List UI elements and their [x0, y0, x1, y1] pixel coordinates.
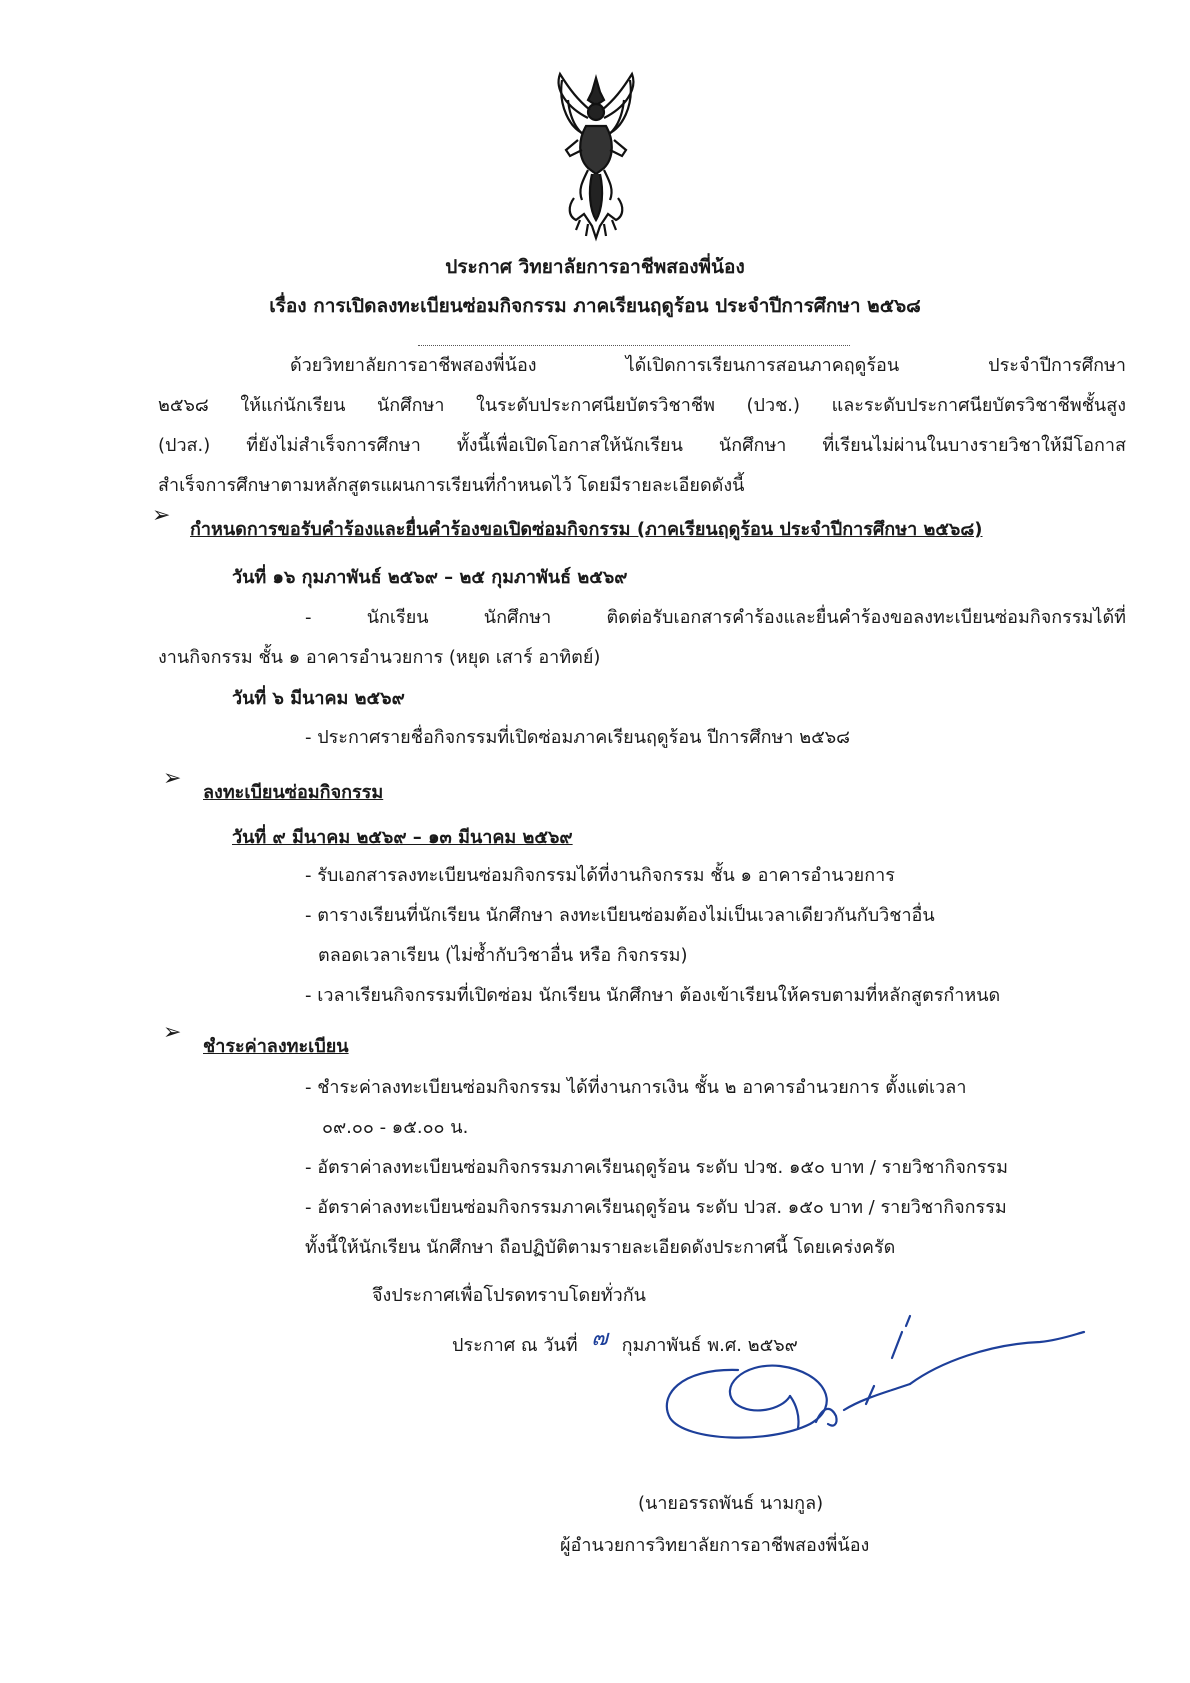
- announcement-date-prefix: ประกาศ ณ วันที่: [452, 1335, 578, 1356]
- section3-item3: - อัตราค่าลงทะเบียนซ่อมกิจกรรมภาคเรียนฤดูร้อน ระดับ ปวส. ๑๕๐ บาท / รายวิชากิจกรรม: [305, 1197, 1007, 1218]
- section3-heading: ชำระค่าลงทะเบียน: [203, 1036, 349, 1057]
- section2-item2-line2: ตลอดเวลาเรียน (ไม่ซ้ำกับวิชาอื่น หรือ กิจกรรม): [318, 945, 688, 966]
- section2-item1: - รับเอกสารลงทะเบียนซ่อมกิจกรรมได้ที่งานกิจกรรม ชั้น ๑ อาคารอำนวยการ: [305, 865, 895, 886]
- intro-line-2: ๒๕๖๘ ให้แก่นักเรียน นักศึกษา ในระดับประกาศนียบัตรวิชาชีพ (ปวช.) และระดับประกาศนียบัตรวิชาชีพชั้นสูง: [158, 395, 1126, 416]
- signatory-name: (นายอรรถพันธ์ นามกูล): [638, 1493, 824, 1514]
- section2-heading: ลงทะเบียนซ่อมกิจกรรม: [203, 782, 384, 803]
- section2-item2-line1: - ตารางเรียนที่นักเรียน นักศึกษา ลงทะเบียนซ่อมต้องไม่เป็นเวลาเดียวกันกับวิชาอื่น: [305, 905, 935, 926]
- announcement-title: ประกาศ วิทยาลัยการอาชีพสองพี่น้อง: [445, 256, 745, 278]
- closing-notice: จึงประกาศเพื่อโปรดทราบโดยทั่วกัน: [372, 1285, 646, 1306]
- section3-arrow-icon: ➢: [163, 1020, 182, 1045]
- section1-heading: กำหนดการขอรับคำร้องและยื่นคำร้องขอเปิดซ่อมกิจกรรม (ภาคเรียนฤดูร้อน ประจำปีการศึกษา ๒๕๖๘): [190, 519, 983, 540]
- section3-item2: - อัตราค่าลงทะเบียนซ่อมกิจกรรมภาคเรียนฤดูร้อน ระดับ ปวช. ๑๕๐ บาท / รายวิชากิจกรรม: [305, 1157, 1008, 1178]
- section2-date: วันที่ ๙ มีนาคม ๒๕๖๙ – ๑๓ มีนาคม ๒๕๖๙: [232, 827, 573, 848]
- section3-item1-line2: ๐๙.๐๐ - ๑๕.๐๐ น.: [322, 1117, 469, 1138]
- intro-line-1: ด้วยวิทยาลัยการอาชีพสองพี่น้อง ได้เปิดการเรียนการสอนภาคฤดูร้อน ประจำปีการศึกษา: [290, 355, 1126, 376]
- closing-instruction: ทั้งนี้ให้นักเรียน นักศึกษา ถือปฏิบัติตามรายละเอียดดังประกาศนี้ โดยเคร่งครัด: [305, 1237, 896, 1258]
- section2-arrow-icon: ➢: [163, 766, 182, 791]
- announcement-subject: เรื่อง การเปิดลงทะเบียนซ่อมกิจกรรม ภาคเรียนฤดูร้อน ประจำปีการศึกษา ๒๕๖๘: [269, 295, 921, 317]
- section1-date1-item-line1: - นักเรียน นักศึกษา ติดต่อรับเอกสารคำร้องและยื่นคำร้องขอลงทะเบียนซ่อมกิจกรรมได้ที่: [305, 607, 1126, 628]
- handwritten-signature: [640, 1292, 1110, 1462]
- section3-item1-line1: - ชำระค่าลงทะเบียนซ่อมกิจกรรม ได้ที่งานการเงิน ชั้น ๒ อาคารอำนวยการ ตั้งแต่เวลา: [305, 1077, 967, 1098]
- section1-date1: วันที่ ๑๖ กุมภาพันธ์ ๒๕๖๙ – ๒๕ กุมภาพันธ์ ๒๕๖๙: [232, 567, 628, 588]
- intro-line-3: (ปวส.) ที่ยังไม่สำเร็จการศึกษา ทั้งนี้เพื่อเปิดโอกาสให้นักเรียน นักศึกษา ที่เรียนไม่ผ่านในบางรายวิชาให้มีโอกาส: [158, 435, 1126, 456]
- signatory-position: ผู้อำนวยการวิทยาลัยการอาชีพสองพี่น้อง: [560, 1535, 870, 1556]
- announcement-date-day: ๗: [591, 1326, 608, 1351]
- section1-date1-item-line2: งานกิจกรรม ชั้น ๑ อาคารอำนวยการ (หยุด เสาร์ อาทิตย์): [158, 647, 601, 668]
- section1-date2-item: - ประกาศรายชื่อกิจกรรมที่เปิดซ่อมภาคเรียนฤดูร้อน ปีการศึกษา ๒๕๖๘: [305, 727, 851, 748]
- intro-line-4: สำเร็จการศึกษาตามหลักสูตรแผนการเรียนที่กำหนดไว้ โดยมีรายละเอียดดังนี้: [158, 475, 745, 496]
- section1-date2: วันที่ ๖ มีนาคม ๒๕๖๙: [232, 688, 405, 709]
- garuda-emblem-icon: [548, 70, 644, 246]
- section2-item3: - เวลาเรียนกิจกรรมที่เปิดซ่อม นักเรียน นักศึกษา ต้องเข้าเรียนให้ครบตามที่หลักสูตรกำหนด: [305, 985, 1001, 1006]
- section1-arrow-icon: ➢: [152, 503, 171, 528]
- announcement-date-suffix: กุมภาพันธ์ พ.ศ. ๒๕๖๙: [621, 1335, 798, 1356]
